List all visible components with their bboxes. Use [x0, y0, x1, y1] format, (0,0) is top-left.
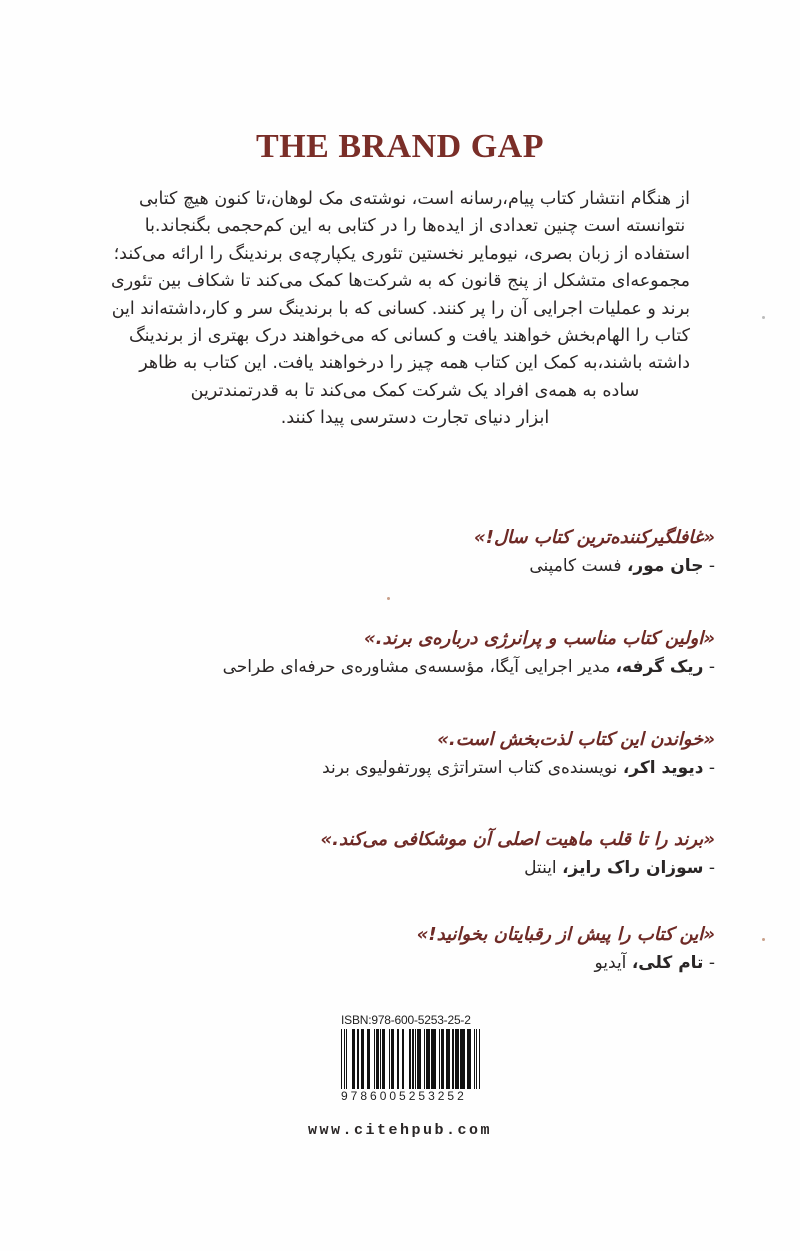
publisher-website: www.citehpub.com — [307, 1122, 493, 1139]
endorsement-attribution — [223, 653, 715, 681]
book-description — [111, 186, 690, 433]
endorser-affiliation: آیدیو — [594, 953, 632, 973]
endorsement-quote: «این کتاب را پیش از رقبایتان بخوانید!» — [416, 924, 715, 945]
endorsement — [474, 524, 715, 580]
endorser-name: سوزان راک رایز، — [562, 858, 704, 878]
print-speck — [387, 597, 390, 600]
attribution-dash: - — [703, 758, 715, 778]
endorsement — [320, 826, 715, 882]
description-line: مجموعه‌ای متشکل از پنج قانون که به شرکت‌ها کمک می‌کند تا شکاف بین تئوری — [111, 271, 690, 292]
barcode — [335, 1013, 515, 1103]
attribution-dash: - — [703, 556, 715, 576]
endorser-name: جان مور، — [626, 556, 704, 576]
endorser-name: دیوید اکر، — [622, 758, 704, 778]
endorser-name: تام کلی، — [631, 953, 704, 973]
endorsement-attribution — [474, 552, 715, 580]
attribution-dash: - — [703, 953, 715, 973]
endorsement-quote: «خواندن این کتاب لذت‌بخش است.» — [437, 729, 715, 750]
endorser-name: ریک گرفه، — [615, 657, 704, 677]
isbn-digits: 9786005253252 — [341, 1089, 467, 1103]
endorsement-quote: «اولین کتاب مناسب و پرانرژی درباره‌ی برند.» — [363, 628, 715, 649]
description-line: داشته باشند،به کمک این کتاب همه چیز را درخواهند یافت. این کتاب به ظاهر — [139, 353, 690, 374]
description-line: استفاده از زبان بصری، نیومایر نخستین تئوری یکپارچه‌ی برندینگ را ارائه می‌کند؛ — [113, 243, 690, 264]
endorser-affiliation: مدیر اجرایی آیگا، مؤسسه‌ی مشاوره‌ی حرفه‌ای طراحی — [222, 657, 616, 677]
endorsement — [322, 726, 715, 782]
endorsement-attribution — [320, 854, 715, 882]
print-speck — [762, 938, 765, 941]
print-speck — [762, 316, 765, 319]
attribution-dash: - — [703, 657, 715, 677]
endorser-affiliation: نویسنده‌ی کتاب استراتژی پورتفولیوی برند — [322, 758, 623, 778]
description-line: ابزار دنیای تجارت دسترسی پیدا کنند. — [280, 408, 550, 429]
endorsement-quote: «برند را تا قلب ماهیت اصلی آن موشکافی می‌کند.» — [320, 829, 715, 850]
description-line: نتوانسته است چنین تعدادی از ایده‌ها را در کتابی به این کم‌حجمی بگنجاند.با — [144, 216, 686, 237]
endorsement — [417, 921, 715, 977]
description-line: کتاب را الهام‌بخش خواهند یافت و کسانی که می‌خواهند درک بهتری از برندینگ — [128, 326, 690, 347]
book-title: THE BRAND GAP — [256, 128, 544, 165]
endorser-affiliation: اینتل — [524, 858, 563, 878]
endorsement-attribution — [322, 754, 715, 782]
endorsement-attribution — [417, 949, 715, 977]
description-line: ساده به همه‌ی افراد یک شرکت کمک می‌کند تا به قدرتمندترین — [190, 380, 640, 401]
isbn-label: ISBN:978-600-5253-25-2 — [341, 1013, 471, 1027]
barcode-icon — [335, 1029, 515, 1089]
attribution-dash: - — [703, 858, 715, 878]
endorser-affiliation: فست کامپنی — [529, 556, 627, 576]
description-line: از هنگام انتشار کتاب پیام،رسانه است، نوشته‌ی مک لوهان،تا کنون هیچ کتابی — [138, 189, 690, 209]
endorsement-quote: «غافلگیرکننده‌ترین کتاب سال!» — [474, 527, 715, 548]
endorsement — [223, 625, 715, 681]
description-line: برند و عملیات اجرایی آن را پر کنند. کسانی که با برندینگ سر و کار،داشته‌اند این — [111, 298, 690, 319]
